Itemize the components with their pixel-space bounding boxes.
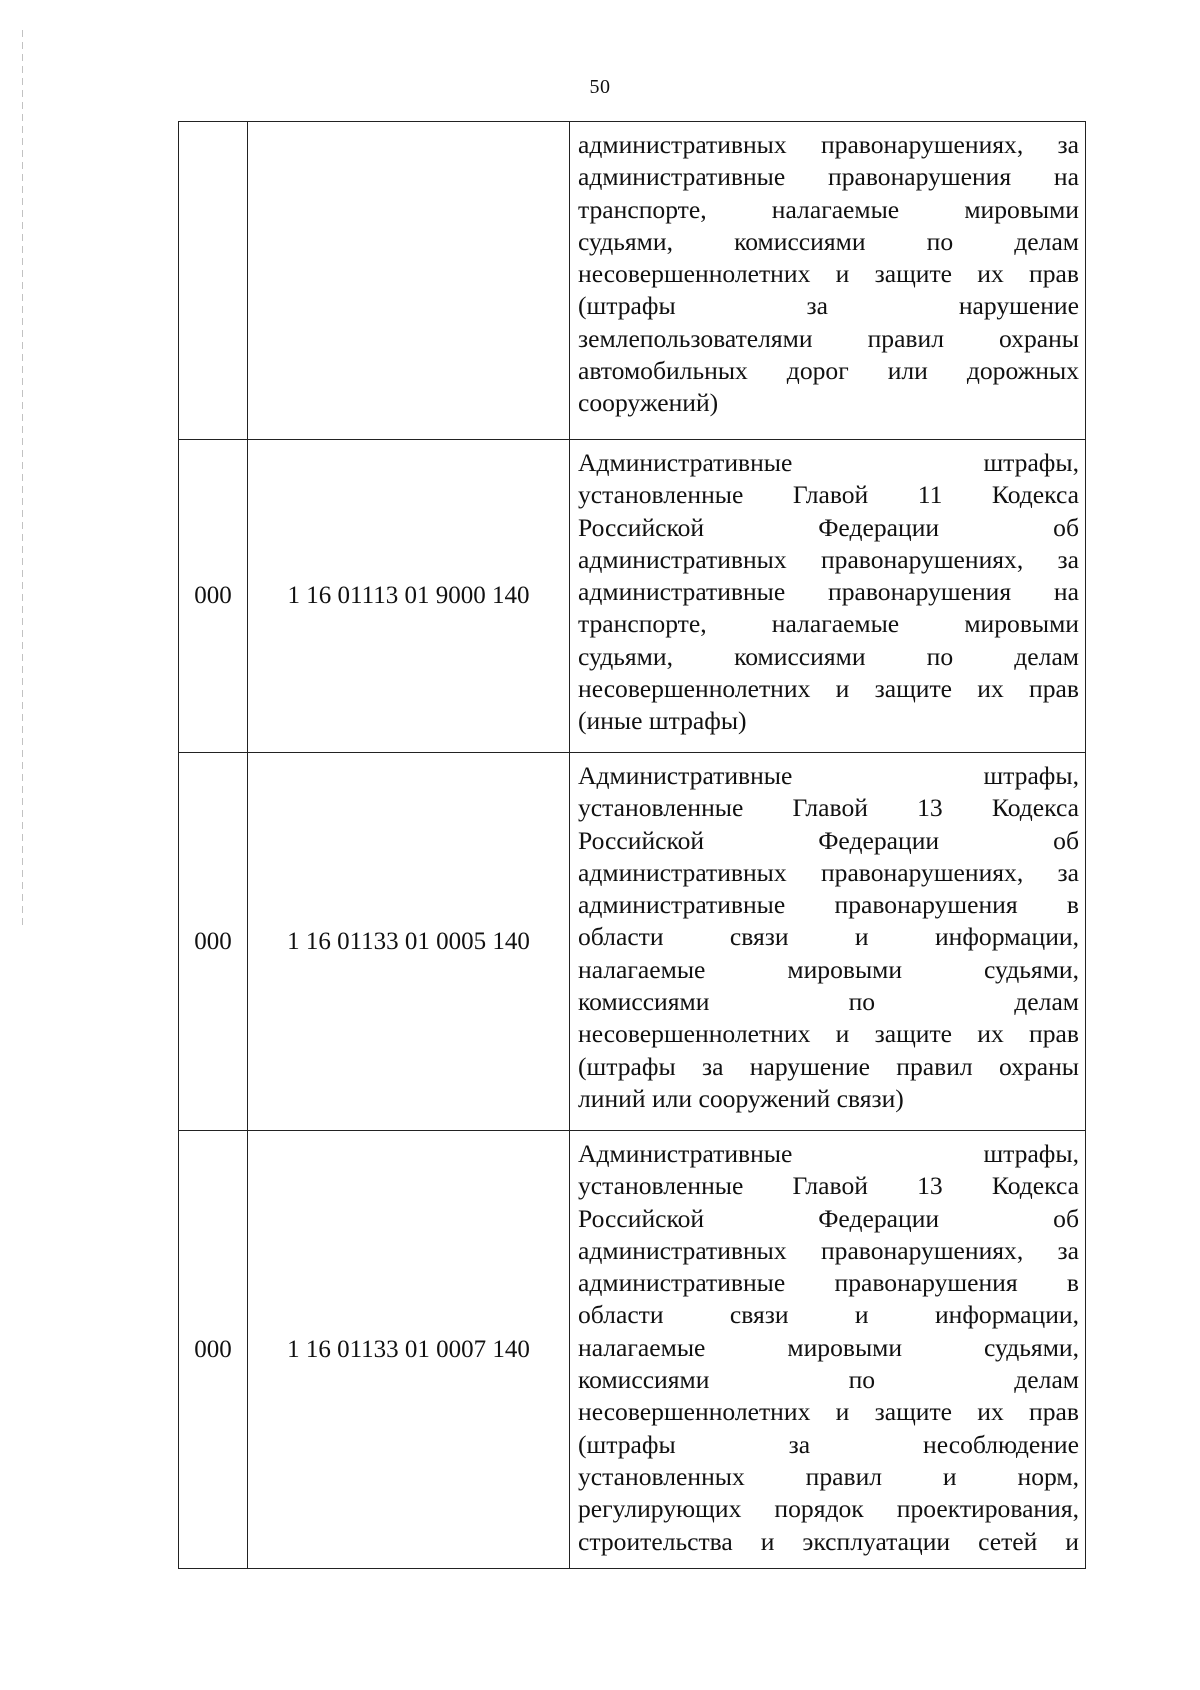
description-line: сооружений) <box>578 388 719 418</box>
description-line: (штрафы за нарушение правил охраны <box>578 1051 1079 1081</box>
description-line: несовершеннолетних и защите их прав <box>578 1019 1079 1049</box>
description-line: транспорте, налагаемые мировыми <box>578 194 1079 224</box>
description-cell <box>570 440 1086 753</box>
description-line: линий или сооружений связи) <box>578 1083 904 1113</box>
description-line: налагаемые мировыми судьями, <box>578 954 1079 984</box>
description-line: землепользователями правил охраны <box>578 323 1079 353</box>
description-line: комиссиями по делам <box>578 987 1079 1017</box>
description-line: (иные штрафы) <box>578 706 747 736</box>
description-line: судьями, комиссиями по делам <box>578 226 1079 256</box>
description-line: установленные Главой 13 Кодекса <box>578 1171 1079 1201</box>
description-line: (штрафы за несоблюдение <box>578 1429 1079 1459</box>
description-line: Административные штрафы, <box>578 761 1079 790</box>
description-line: административные правонарушения в <box>578 1268 1079 1298</box>
description-cell <box>570 1131 1086 1569</box>
description-line: установленные Главой 13 Кодекса <box>578 793 1079 823</box>
description-cell <box>570 122 1086 440</box>
table-row <box>179 440 1086 753</box>
description-line: несовершеннолетних и защите их прав <box>578 674 1079 704</box>
table-row <box>179 122 1086 440</box>
description-line: Административные штрафы, <box>578 448 1079 477</box>
scan-edge-artifact <box>22 30 23 930</box>
description-line: регулирующих порядок проектирования, <box>578 1494 1079 1524</box>
description-line: административных правонарушениях, за <box>578 857 1079 887</box>
description-line: административных правонарушениях, за <box>578 544 1079 574</box>
description-line: несовершеннолетних и защите их прав <box>578 259 1079 289</box>
budget-classification-table <box>178 121 1086 1569</box>
description-line: налагаемые мировыми судьями, <box>578 1332 1079 1362</box>
description-line: административных правонарушениях, за <box>578 1235 1079 1265</box>
table-row <box>179 1131 1086 1569</box>
description-line: установленные Главой 11 Кодекса <box>578 480 1079 510</box>
description-line: административных правонарушениях, за <box>578 130 1079 159</box>
table-row <box>179 753 1086 1131</box>
description-line: судьями, комиссиями по делам <box>578 641 1079 671</box>
description-line: комиссиями по делам <box>578 1365 1079 1395</box>
budget-code-cell <box>248 122 570 440</box>
budget-code-cell: 1 16 01133 01 0007 140 <box>248 1131 570 1569</box>
admin-code-cell: 000 <box>179 753 248 1131</box>
admin-code-cell <box>179 122 248 440</box>
budget-code-cell: 1 16 01133 01 0005 140 <box>248 753 570 1131</box>
description-cell <box>570 753 1086 1131</box>
description-line: административные правонарушения на <box>578 577 1079 607</box>
description-line: транспорте, налагаемые мировыми <box>578 609 1079 639</box>
description-line: строительства и эксплуатации сетей и <box>578 1526 1079 1556</box>
description-line: области связи и информации, <box>578 922 1079 952</box>
description-line: (штрафы за нарушение <box>578 291 1079 321</box>
description-line: административные правонарушения в <box>578 890 1079 920</box>
description-line: области связи и информации, <box>578 1300 1079 1330</box>
description-line: установленных правил и норм, <box>578 1461 1079 1491</box>
budget-code-cell: 1 16 01113 01 9000 140 <box>248 440 570 753</box>
admin-code-cell: 000 <box>179 440 248 753</box>
description-line: несовершеннолетних и защите их прав <box>578 1397 1079 1427</box>
description-line: Российской Федерации об <box>578 1203 1079 1233</box>
page-number: 50 <box>589 76 611 98</box>
description-line: автомобильных дорог или дорожных <box>578 356 1079 386</box>
admin-code-cell: 000 <box>179 1131 248 1569</box>
description-line: административные правонарушения на <box>578 162 1079 192</box>
description-line: Российской Федерации об <box>578 512 1079 542</box>
description-line: Российской Федерации об <box>578 825 1079 855</box>
description-line: Административные штрафы, <box>578 1139 1079 1168</box>
